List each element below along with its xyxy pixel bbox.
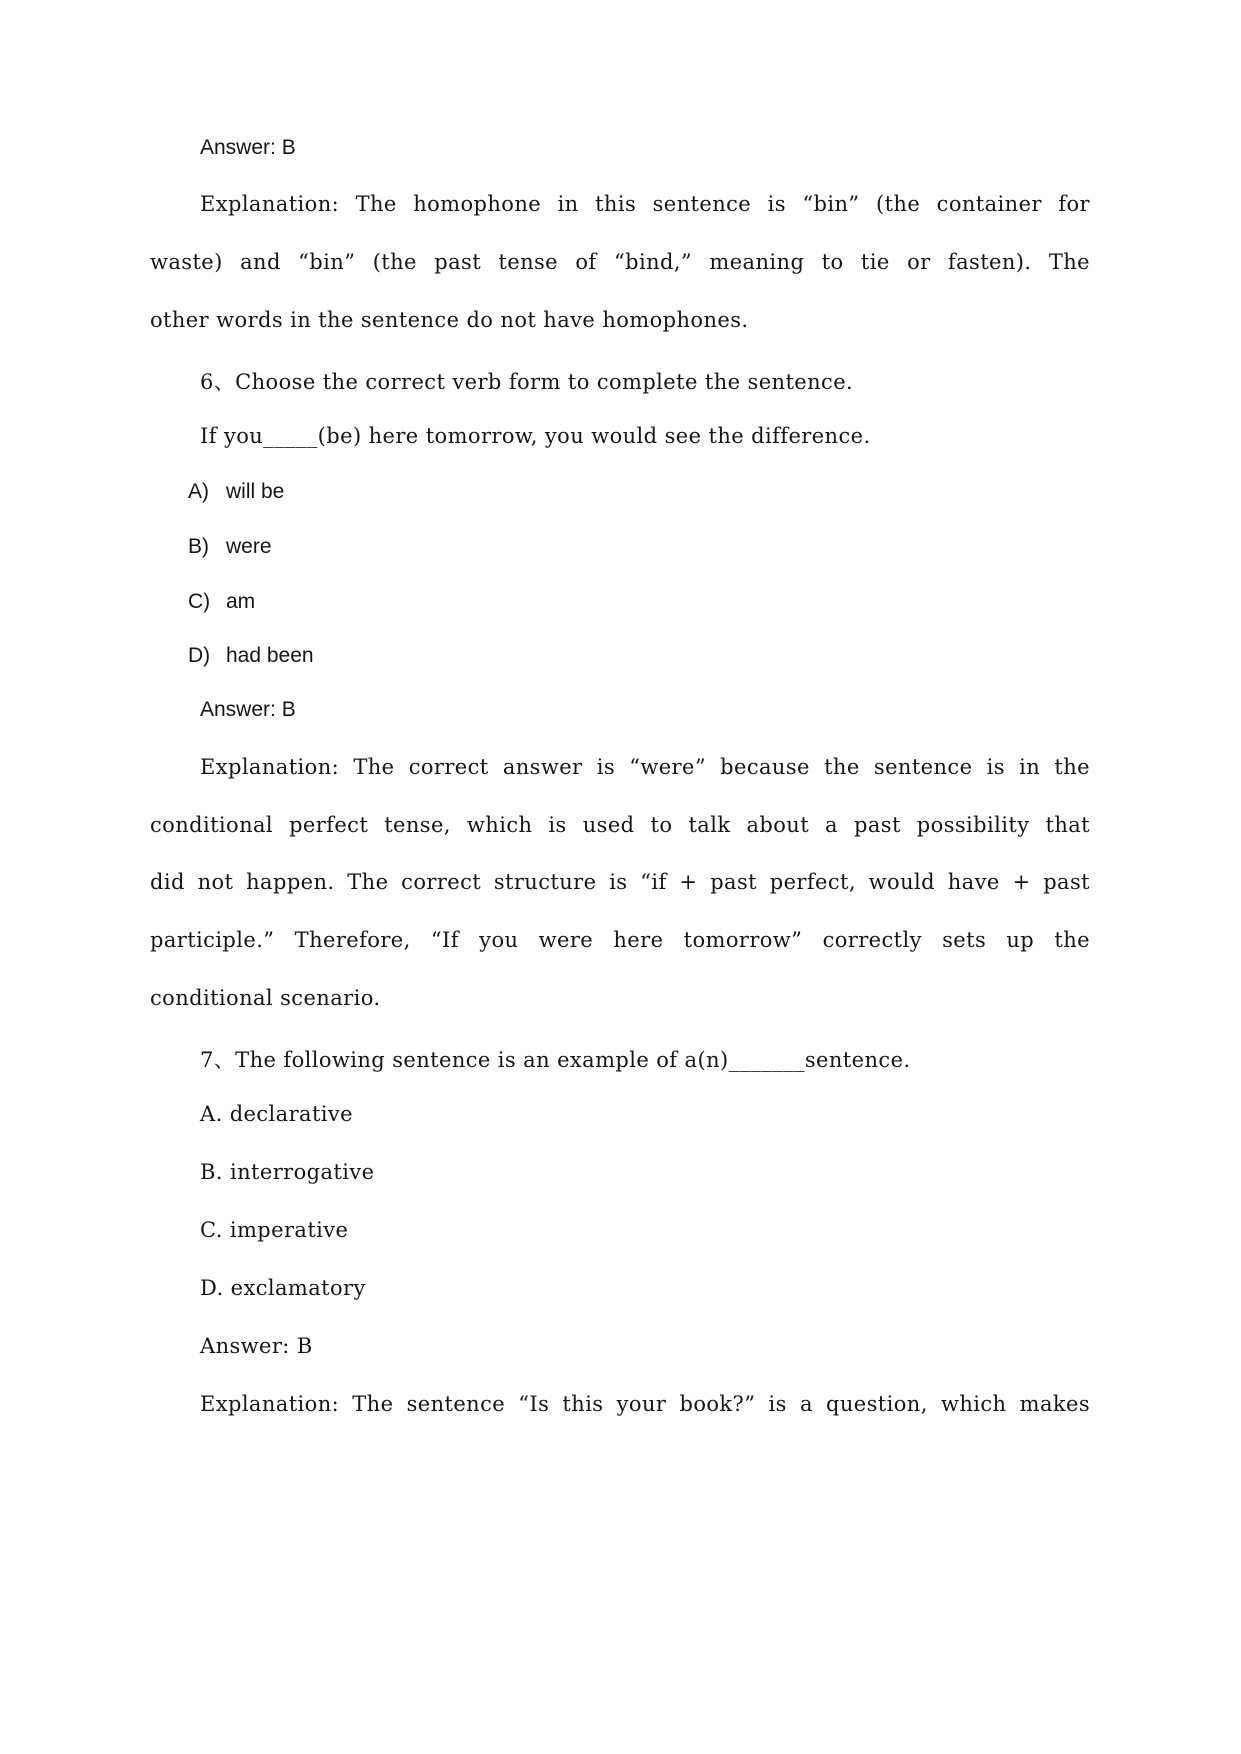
q6-explanation-line-1: Explanation: The correct answer is “were” because the sentence is in the bbox=[200, 755, 1090, 779]
q5-explanation-line-2: waste) and “bin” (the past tense of “bind,” meaning to tie or fasten). The bbox=[150, 250, 1090, 274]
q7-option-a: A. declarative bbox=[200, 1102, 353, 1126]
q5-explanation-line-1: Explanation: The homophone in this sentence is “bin” (the container for bbox=[200, 192, 1090, 216]
q6-explanation-line-3: did not happen. The correct structure is “if + past perfect, would have + past bbox=[150, 870, 1090, 894]
q6-option-b-text: were bbox=[226, 535, 272, 558]
q6-option-d-letter: D) bbox=[188, 644, 211, 667]
q6-sentence: If you_____(be) here tomorrow, you would see the difference. bbox=[200, 424, 871, 448]
q6-option-d bbox=[188, 644, 314, 668]
q6-option-c-letter: C) bbox=[188, 590, 211, 613]
q7-explanation-line-1: Explanation: The sentence “Is this your book?” is a question, which makes bbox=[200, 1392, 1090, 1416]
q7-option-b: B. interrogative bbox=[200, 1160, 375, 1184]
q5-explanation-line-3: other words in the sentence do not have homophones. bbox=[150, 308, 749, 332]
q6-option-d-text: had been bbox=[226, 644, 314, 667]
q6-option-a-text: will be bbox=[226, 480, 285, 503]
q7-option-d: D. exclamatory bbox=[200, 1276, 366, 1300]
q6-answer: Answer: B bbox=[200, 698, 296, 721]
q6-option-b-letter: B) bbox=[188, 535, 209, 558]
q7-answer: Answer: B bbox=[200, 1334, 313, 1358]
q6-option-a-letter: A) bbox=[188, 480, 209, 503]
q6-option-b bbox=[188, 535, 272, 559]
q6-option-c-text: am bbox=[226, 590, 256, 613]
q7-option-c: C. imperative bbox=[200, 1218, 349, 1242]
q5-answer: Answer: B bbox=[200, 136, 296, 159]
q6-explanation-line-5: conditional scenario. bbox=[150, 986, 381, 1010]
q6-option-c bbox=[188, 590, 255, 614]
q6-prompt: 6、Choose the correct verb form to complete the sentence. bbox=[200, 370, 854, 394]
q6-explanation-line-4: participle.” Therefore, “If you were here tomorrow” correctly sets up the bbox=[150, 928, 1090, 952]
q6-explanation-line-2: conditional perfect tense, which is used to talk about a past possibility that bbox=[150, 813, 1090, 837]
q6-option-a bbox=[188, 480, 284, 504]
q7-prompt: 7、The following sentence is an example of a(n)_______sentence. bbox=[200, 1048, 911, 1072]
